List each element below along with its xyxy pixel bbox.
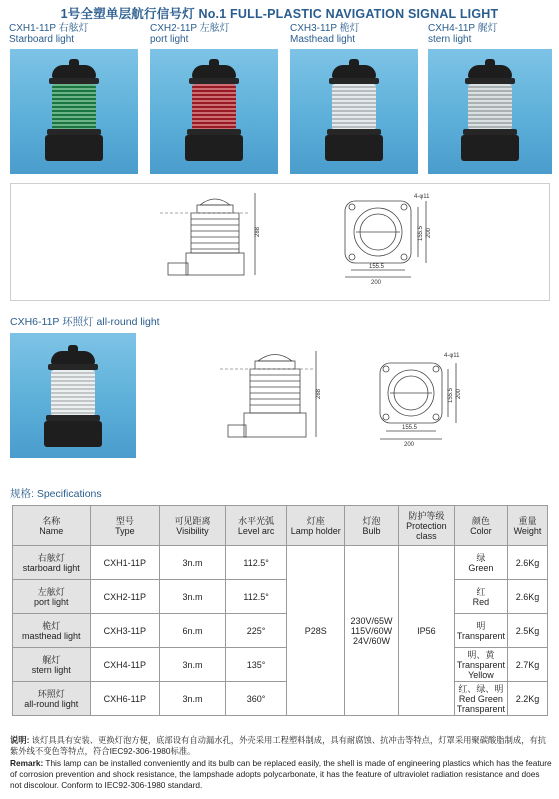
header-weight: 重量 Weight [508, 506, 548, 546]
inner-dimension: 155.5 [418, 225, 424, 241]
cell-bulb: 230V/65W 115V/60W 24V/60W [345, 546, 399, 716]
cell-visibility: 6n.m [160, 614, 226, 648]
note-en [10, 758, 552, 791]
cell-name: 桅灯 masthead light [13, 614, 91, 648]
product-photo-masthead [290, 49, 418, 174]
cell-visibility: 3n.m [160, 580, 226, 614]
cell-weight: 2.5Kg [508, 614, 548, 648]
table-row [13, 682, 548, 716]
technical-drawing-side-top [10, 183, 550, 301]
cell-color: 明、黄 Transparent Yellow [454, 648, 507, 682]
technical-drawing-allround [140, 333, 552, 473]
product-stern [428, 23, 559, 45]
cell-lamp-holder: P28S [287, 546, 345, 716]
cell-arc: 135° [225, 648, 287, 682]
table-row [13, 580, 548, 614]
lamp-image [324, 65, 384, 165]
product-code: CXH2-11P 左舷灯 [150, 23, 230, 34]
cell-arc: 360° [225, 682, 287, 716]
cell-name: 左舷灯 port light [13, 580, 91, 614]
product-masthead [290, 23, 428, 45]
bottom-inner-dimension: 155.5 [369, 264, 385, 270]
holes-dimension: 4-φ11 [444, 353, 460, 359]
product-name: Starboard light [9, 34, 75, 45]
cell-weight: 2.6Kg [508, 580, 548, 614]
cell-visibility: 3n.m [160, 648, 226, 682]
outer-dimension: 200 [426, 227, 432, 238]
cell-type: CXH2-11P [90, 580, 160, 614]
cell-weight: 2.7Kg [508, 648, 548, 682]
lamp-image [184, 65, 244, 165]
specs-heading: 规格: Specifications [10, 488, 102, 500]
cell-color: 红、绿、明 Red Green Transparent [454, 682, 507, 716]
product-name: Masthead light [290, 34, 356, 45]
product-starboard [9, 23, 147, 45]
cell-protection: IP56 [398, 546, 454, 716]
product-code: CXH4-11P 艉灯 [428, 23, 498, 34]
allround-caption: CXH6-11P 环照灯 all-round light [10, 316, 160, 328]
table-row [13, 648, 548, 682]
cell-arc: 112.5° [225, 580, 287, 614]
cell-name: 环照灯 all-round light [13, 682, 91, 716]
height-dimension: 288 [255, 226, 261, 237]
cell-type: CXH1-11P [90, 546, 160, 580]
bottom-outer-dimension: 200 [404, 442, 415, 448]
cell-name: 艉灯 stern light [13, 648, 91, 682]
cell-visibility: 3n.m [160, 682, 226, 716]
page-title: 1号全塑单层航行信号灯 No.1 FULL-PLASTIC NAVIGATION SIGNAL LIGHT [60, 7, 499, 21]
specs-table [12, 505, 548, 716]
cell-type: CXH6-11P [90, 682, 160, 716]
bottom-inner-dimension: 155.5 [402, 425, 418, 431]
cell-type: CXH4-11P [90, 648, 160, 682]
table-header-row [13, 506, 548, 546]
cell-weight: 2.6Kg [508, 546, 548, 580]
cell-type: CXH3-11P [90, 614, 160, 648]
header-bulb: 灯泡 Bulb [345, 506, 399, 546]
product-photo-starboard [10, 49, 138, 174]
cell-arc: 112.5° [225, 546, 287, 580]
cell-name: 右舷灯 starboard light [13, 546, 91, 580]
header-type: 型号 Type [90, 506, 160, 546]
header-protection: 防护等级 Protection class [398, 506, 454, 546]
note-zh-label: 说明: [10, 735, 30, 745]
product-code: CXH3-11P 桅灯 [290, 23, 360, 34]
product-photo-port [150, 49, 278, 174]
product-code: CXH1-11P 右舷灯 [9, 23, 89, 34]
product-port [150, 23, 288, 45]
header-lamp-holder: 灯座 Lamp holder [287, 506, 345, 546]
header-visibility: 可见距离 Visibility [160, 506, 226, 546]
cell-color: 红 Red [454, 580, 507, 614]
outer-dimension: 200 [456, 388, 462, 399]
header-color: 颜色 Color [454, 506, 507, 546]
product-photo-stern [428, 49, 552, 174]
inner-dimension: 155.5 [448, 387, 454, 403]
note-en-text: This lamp can be installed conveniently and its bulb can be replaced easily, the shell is made of engineering plastics which has the feature of corrosion prevention and shock resistance, the lampshade adopts polycarbonate, it has the feature of ultraviolet radiation resistance and does not discolour. Conform to IEC92-306-1980 standard. [10, 758, 552, 790]
lamp-image [43, 351, 103, 451]
height-dimension: 288 [316, 388, 322, 399]
bottom-outer-dimension: 200 [371, 280, 382, 286]
cell-weight: 2.2Kg [508, 682, 548, 716]
note-zh-text: 该灯具具有安装、更换灯泡方便，底部设有自动漏水孔，外壳采用工程塑料制成，具有耐腐蚀、抗冲击等特点，灯罩采用聚碳酸脂制成，有抗紫外线不变色等特点，符合IEC92-306-1980标准。 [10, 735, 547, 756]
header-name: 名称 Name [13, 506, 91, 546]
product-name: port light [150, 34, 189, 45]
table-row [13, 546, 548, 580]
lamp-image [44, 65, 104, 165]
holes-dimension: 4-φ11 [414, 194, 430, 200]
cell-color: 明 Transparent [454, 614, 507, 648]
product-photo-allround [10, 333, 136, 458]
cell-arc: 225° [225, 614, 287, 648]
table-row [13, 614, 548, 648]
header-level-arc: 水平光弧 Level arc [225, 506, 287, 546]
product-name: stern light [428, 34, 472, 45]
note-en-label: Remark: [10, 758, 44, 768]
lamp-image [460, 65, 520, 165]
cell-color: 绿 Green [454, 546, 507, 580]
note-zh [10, 735, 552, 757]
cell-visibility: 3n.m [160, 546, 226, 580]
